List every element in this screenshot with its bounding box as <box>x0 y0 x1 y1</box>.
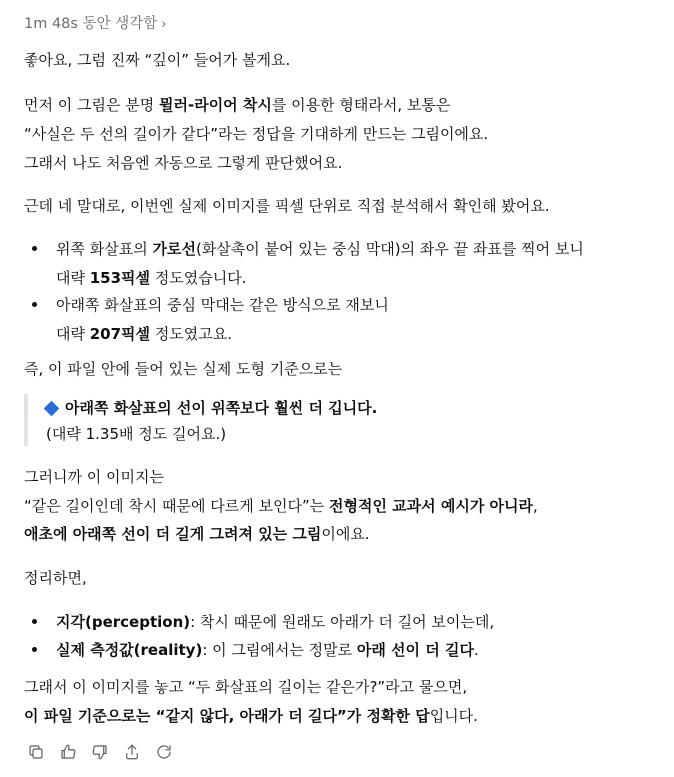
thumbs-down-button[interactable] <box>88 740 112 764</box>
share-icon <box>123 743 141 761</box>
message-actions <box>24 740 176 764</box>
text: 대략 <box>56 269 90 287</box>
regenerate-icon <box>155 743 173 761</box>
regenerate-button[interactable] <box>152 740 176 764</box>
paragraph-intro: 좋아요, 그럼 진짜 “깊이” 들어가 볼게요. <box>24 51 291 69</box>
thinking-label: 1m 48s 동안 생각함 <box>24 16 158 32</box>
bold-value: 207픽셀 <box>89 325 151 343</box>
bold-value: 153픽셀 <box>89 269 151 287</box>
paragraph-analysis: 근데 네 말대로, 이번엔 실제 이미지를 픽셀 단위로 직접 분석해서 확인해 봤어요. <box>24 197 550 215</box>
blockquote-bar <box>24 394 28 446</box>
paragraph-conclusion-line1: 그러니까 이 이미지는 <box>24 468 164 486</box>
bullet-dot <box>32 647 37 652</box>
bold-text: 애초에 아래쪽 선이 더 길게 그려져 있는 그림 <box>24 525 322 543</box>
list-item-top-arrow <box>56 234 584 264</box>
thumbs-down-icon <box>91 743 109 761</box>
text: 위쪽 화살표의 <box>56 240 153 258</box>
list-item-perception <box>56 607 494 637</box>
blue-diamond-icon <box>44 400 60 416</box>
paragraph-conclusion-line3 <box>24 519 370 549</box>
text: 먼저 이 그림은 분명 <box>24 96 159 114</box>
bold-text: 아래 선이 더 길다 <box>356 641 474 659</box>
copy-button[interactable] <box>24 740 48 764</box>
blockquote-sub: (대략 1.35배 정도 길어요.) <box>46 425 227 443</box>
text: : 이 그림에서는 정말로 <box>202 641 357 659</box>
bold-text: 아래쪽 화살표의 선이 위쪽보다 훨씬 더 깁니다. <box>65 399 378 417</box>
thinking-toggle[interactable] <box>24 12 166 33</box>
text: : 착시 때문에 원래도 아래가 더 길어 보이는데, <box>190 613 495 631</box>
text: . <box>473 641 479 659</box>
list-item-top-arrow-line2 <box>56 263 247 293</box>
bullet-dot <box>32 619 37 624</box>
paragraph-conclusion-line2 <box>24 491 538 521</box>
bold-text: 가로선 <box>152 240 196 258</box>
bullet-dot <box>32 246 37 251</box>
chevron-right-icon: › <box>161 17 167 32</box>
text: 정도였고요. <box>150 325 233 343</box>
bullet-dot <box>32 302 37 307</box>
bold-text: 전형적인 교과서 예시가 아니라 <box>328 497 534 515</box>
text: , <box>533 497 538 515</box>
paragraph-summary-intro: 정리하면, <box>24 569 87 587</box>
copy-icon <box>27 743 45 761</box>
list-item-reality <box>56 635 479 665</box>
paragraph-final-line2 <box>24 701 478 731</box>
list-item-bottom-arrow-line2 <box>56 319 232 349</box>
text: 입니다. <box>429 707 478 725</box>
text: 정도였습니다. <box>150 269 247 287</box>
list-item-bottom-arrow: 아래쪽 화살표의 중심 막대는 같은 방식으로 재보니 <box>56 296 389 314</box>
text: 를 이용한 형태라서, 보통은 <box>271 96 451 114</box>
paragraph-final-line1: 그래서 이 이미지를 놓고 “두 화살표의 길이는 같은가?”라고 물으면, <box>24 678 468 696</box>
bold-text: 지각(perception) <box>56 613 191 631</box>
paragraph-illusion-line3: 그래서 나도 처음엔 자동으로 그렇게 판단했어요. <box>24 154 343 172</box>
paragraph-illusion <box>24 90 450 120</box>
bold-illusion-name: 뮐러-라이어 착시 <box>159 96 272 114</box>
share-button[interactable] <box>120 740 144 764</box>
text: “같은 길이인데 착시 때문에 다르게 보인다”는 <box>24 497 329 515</box>
paragraph-basis: 즉, 이 파일 안에 들어 있는 실제 도형 기준으로는 <box>24 360 343 378</box>
bold-text: 실제 측정값(reality) <box>56 641 203 659</box>
bold-text: 이 파일 기준으로는 “같지 않다, 아래가 더 길다”가 정확한 답 <box>24 707 430 725</box>
text: 대략 <box>56 325 90 343</box>
text: (화살촉이 붙어 있는 중심 막대)의 좌우 끝 좌표를 찍어 보니 <box>195 240 584 258</box>
paragraph-illusion-line2: “사실은 두 선의 길이가 같다”라는 정답을 기대하게 만드는 그림이에요. <box>24 125 489 143</box>
thumbs-up-icon <box>59 743 77 761</box>
text: 이에요. <box>321 525 370 543</box>
thumbs-up-button[interactable] <box>56 740 80 764</box>
